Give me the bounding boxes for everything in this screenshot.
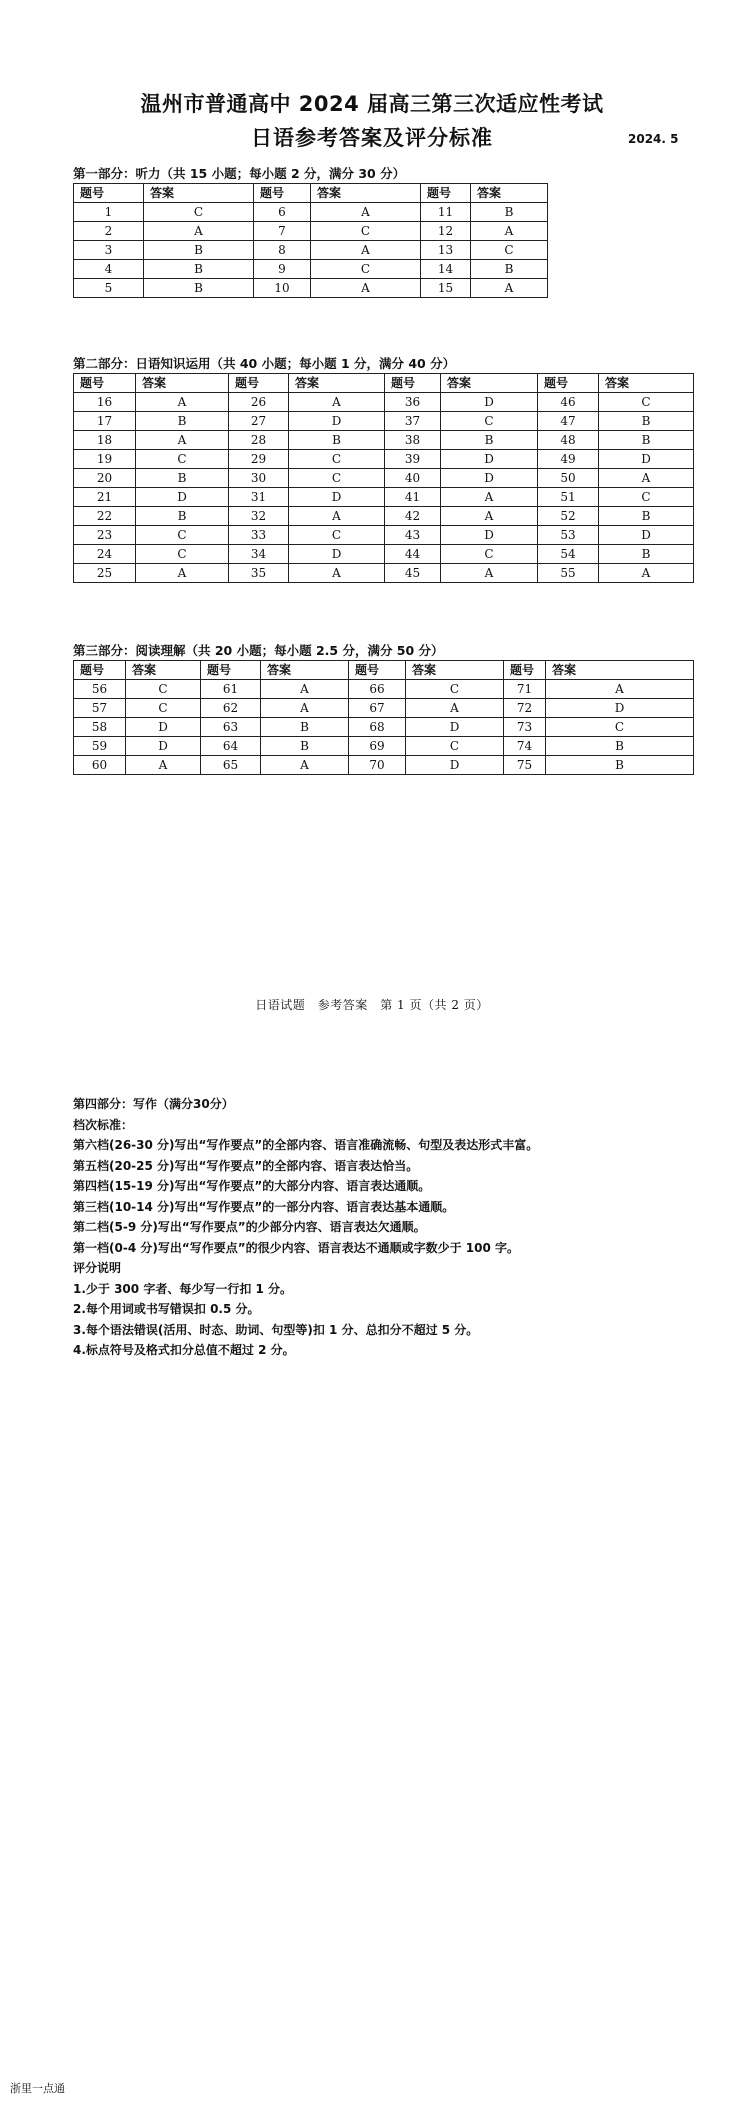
column-header: 题号 <box>349 661 406 680</box>
answer-cell: B <box>261 737 349 756</box>
column-header: 答案 <box>546 661 694 680</box>
answer-cell: C <box>441 412 538 431</box>
question-number-cell: 71 <box>504 680 546 699</box>
answer-cell: D <box>289 412 385 431</box>
level-line: 第六档(26-30 分)写出“写作要点”的全部内容、语言准确流畅、句型及表达形式丰富。 <box>73 1138 539 1152</box>
table-row <box>74 680 694 699</box>
question-number-cell: 43 <box>385 526 441 545</box>
question-number-cell: 52 <box>538 507 599 526</box>
question-number-cell: 14 <box>421 260 471 279</box>
question-number-cell: 22 <box>74 507 136 526</box>
question-number-cell: 62 <box>201 699 261 718</box>
column-header: 题号 <box>74 661 126 680</box>
question-number-cell: 26 <box>229 393 289 412</box>
question-number-cell: 42 <box>385 507 441 526</box>
answer-cell: A <box>406 699 504 718</box>
answer-cell: A <box>289 393 385 412</box>
column-header: 题号 <box>538 374 599 393</box>
answer-cell: B <box>136 469 229 488</box>
answer-cell: B <box>136 412 229 431</box>
part3-answer-table <box>73 660 694 775</box>
part1-answer-table <box>73 183 548 298</box>
table-row <box>74 393 694 412</box>
document-subtitle: 日语参考答案及评分标准 <box>251 126 493 150</box>
question-number-cell: 10 <box>254 279 311 298</box>
answer-cell: C <box>289 526 385 545</box>
question-number-cell: 57 <box>74 699 126 718</box>
answer-cell: A <box>261 756 349 775</box>
table-row <box>74 507 694 526</box>
answer-cell: C <box>406 737 504 756</box>
answer-cell: D <box>126 718 201 737</box>
question-number-cell: 5 <box>74 279 144 298</box>
table-row <box>74 545 694 564</box>
part2-heading: 第二部分：日语知识运用（共 40 小题；每小题 1 分，满分 40 分） <box>73 356 456 371</box>
question-number-cell: 36 <box>385 393 441 412</box>
answer-cell: B <box>546 756 694 775</box>
question-number-cell: 2 <box>74 222 144 241</box>
part2-answer-table <box>73 373 694 583</box>
question-number-cell: 69 <box>349 737 406 756</box>
answer-cell: B <box>599 412 694 431</box>
question-number-cell: 16 <box>74 393 136 412</box>
answer-cell: C <box>126 680 201 699</box>
answer-cell: D <box>441 393 538 412</box>
column-header: 答案 <box>144 184 254 203</box>
answer-cell: A <box>546 680 694 699</box>
column-header: 题号 <box>254 184 311 203</box>
question-number-cell: 20 <box>74 469 136 488</box>
table-row <box>74 412 694 431</box>
question-number-cell: 19 <box>74 450 136 469</box>
question-number-cell: 60 <box>74 756 126 775</box>
note-line: 3.每个语法错误(活用、时态、助词、句型等)扣 1 分、总扣分不超过 5 分。 <box>73 1322 479 1337</box>
question-number-cell: 27 <box>229 412 289 431</box>
note-line: 4.标点符号及格式扣分总值不超过 2 分。 <box>73 1343 295 1357</box>
answer-cell: B <box>144 279 254 298</box>
answer-cell: C <box>406 680 504 699</box>
question-number-cell: 63 <box>201 718 261 737</box>
answer-cell: A <box>144 222 254 241</box>
part1-heading: 第一部分：听力（共 15 小题；每小题 2 分，满分 30 分） <box>73 166 406 181</box>
question-number-cell: 72 <box>504 699 546 718</box>
column-header: 答案 <box>441 374 538 393</box>
level-line: 第一档(0-4 分)写出“写作要点”的很少内容、语言表达不通顺或字数少于 100 字。 <box>73 1240 520 1255</box>
answer-cell: D <box>136 488 229 507</box>
notes-title: 评分说明 <box>73 1261 122 1275</box>
question-number-cell: 33 <box>229 526 289 545</box>
answer-cell: A <box>126 756 201 775</box>
answer-cell: C <box>289 450 385 469</box>
column-header: 题号 <box>229 374 289 393</box>
answer-cell: A <box>261 680 349 699</box>
question-number-cell: 70 <box>349 756 406 775</box>
question-number-cell: 45 <box>385 564 441 583</box>
column-header: 答案 <box>126 661 201 680</box>
page-footer: 日语试题 参考答案 第 1 页（共 2 页） <box>255 998 489 1012</box>
question-number-cell: 3 <box>74 241 144 260</box>
table-row <box>74 526 694 545</box>
answer-cell: A <box>471 279 548 298</box>
watermark-text: 浙里一点通 <box>10 2082 65 2095</box>
answer-cell: C <box>289 469 385 488</box>
question-number-cell: 61 <box>201 680 261 699</box>
question-number-cell: 75 <box>504 756 546 775</box>
question-number-cell: 37 <box>385 412 441 431</box>
question-number-cell: 54 <box>538 545 599 564</box>
answer-cell: A <box>311 279 421 298</box>
note-line: 1.少于 300 字者、每少写一行扣 1 分。 <box>73 1281 293 1296</box>
question-number-cell: 38 <box>385 431 441 450</box>
table-row <box>74 222 548 241</box>
question-number-cell: 12 <box>421 222 471 241</box>
question-number-cell: 68 <box>349 718 406 737</box>
answer-cell: C <box>136 450 229 469</box>
answer-cell: A <box>441 507 538 526</box>
answer-cell: B <box>261 718 349 737</box>
table-row <box>74 488 694 507</box>
table-header-row <box>74 374 694 393</box>
part3-heading: 第三部分：阅读理解（共 20 小题；每小题 2.5 分，满分 50 分） <box>73 643 444 658</box>
question-number-cell: 23 <box>74 526 136 545</box>
table-row <box>74 699 694 718</box>
answer-cell: D <box>441 469 538 488</box>
answer-cell: A <box>289 564 385 583</box>
table-row <box>74 431 694 450</box>
answer-cell: A <box>261 699 349 718</box>
column-header: 答案 <box>289 374 385 393</box>
answer-cell: A <box>311 241 421 260</box>
column-header: 答案 <box>261 661 349 680</box>
answer-cell: B <box>144 260 254 279</box>
question-number-cell: 50 <box>538 469 599 488</box>
column-header: 题号 <box>421 184 471 203</box>
question-number-cell: 53 <box>538 526 599 545</box>
answer-cell: B <box>546 737 694 756</box>
question-number-cell: 28 <box>229 431 289 450</box>
table-row <box>74 718 694 737</box>
question-number-cell: 65 <box>201 756 261 775</box>
table-header-row <box>74 661 694 680</box>
answer-cell: D <box>599 526 694 545</box>
answer-cell: A <box>289 507 385 526</box>
answer-cell: C <box>441 545 538 564</box>
question-number-cell: 32 <box>229 507 289 526</box>
column-header: 答案 <box>406 661 504 680</box>
level-line: 第四档(15-19 分)写出“写作要点”的大部分内容、语言表达通顺。 <box>73 1179 431 1193</box>
table-row <box>74 241 548 260</box>
question-number-cell: 74 <box>504 737 546 756</box>
answer-cell: A <box>441 488 538 507</box>
answer-cell: B <box>599 545 694 564</box>
question-number-cell: 40 <box>385 469 441 488</box>
answer-cell: C <box>311 222 421 241</box>
question-number-cell: 7 <box>254 222 311 241</box>
table-row <box>74 756 694 775</box>
column-header: 题号 <box>504 661 546 680</box>
answer-cell: D <box>406 756 504 775</box>
column-header: 答案 <box>311 184 421 203</box>
question-number-cell: 13 <box>421 241 471 260</box>
answer-cell: D <box>441 450 538 469</box>
answer-cell: C <box>144 203 254 222</box>
question-number-cell: 51 <box>538 488 599 507</box>
question-number-cell: 31 <box>229 488 289 507</box>
column-header: 题号 <box>201 661 261 680</box>
answer-cell: B <box>289 431 385 450</box>
answer-cell: C <box>136 526 229 545</box>
answer-cell: C <box>471 241 548 260</box>
question-number-cell: 11 <box>421 203 471 222</box>
answer-cell: C <box>126 699 201 718</box>
question-number-cell: 58 <box>74 718 126 737</box>
question-number-cell: 6 <box>254 203 311 222</box>
answer-cell: B <box>599 431 694 450</box>
level-line: 第二档(5-9 分)写出“写作要点”的少部分内容、语言表达欠通顺。 <box>73 1220 426 1234</box>
answer-cell: D <box>289 488 385 507</box>
question-number-cell: 4 <box>74 260 144 279</box>
answer-cell: C <box>599 393 694 412</box>
answer-cell: D <box>546 699 694 718</box>
answer-cell: D <box>599 450 694 469</box>
note-line: 2.每个用词或书写错误扣 0.5 分。 <box>73 1302 260 1316</box>
question-number-cell: 34 <box>229 545 289 564</box>
table-row <box>74 450 694 469</box>
question-number-cell: 44 <box>385 545 441 564</box>
answer-cell: A <box>441 564 538 583</box>
question-number-cell: 64 <box>201 737 261 756</box>
answer-cell: C <box>311 260 421 279</box>
level-line: 第三档(10-14 分)写出“写作要点”的一部分内容、语言表达基本通顺。 <box>73 1199 455 1214</box>
answer-cell: A <box>311 203 421 222</box>
question-number-cell: 35 <box>229 564 289 583</box>
question-number-cell: 67 <box>349 699 406 718</box>
table-row <box>74 260 548 279</box>
question-number-cell: 9 <box>254 260 311 279</box>
answer-cell: B <box>144 241 254 260</box>
question-number-cell: 49 <box>538 450 599 469</box>
answer-cell: C <box>546 718 694 737</box>
question-number-cell: 18 <box>74 431 136 450</box>
answer-cell: B <box>471 203 548 222</box>
question-number-cell: 1 <box>74 203 144 222</box>
question-number-cell: 24 <box>74 545 136 564</box>
question-number-cell: 66 <box>349 680 406 699</box>
answer-cell: B <box>599 507 694 526</box>
answer-cell: D <box>406 718 504 737</box>
question-number-cell: 55 <box>538 564 599 583</box>
answer-cell: C <box>599 488 694 507</box>
column-header: 题号 <box>74 184 144 203</box>
answer-cell: B <box>471 260 548 279</box>
table-row <box>74 279 548 298</box>
table-header-row <box>74 184 548 203</box>
level-line: 第五档(20-25 分)写出“写作要点”的全部内容、语言表达恰当。 <box>73 1158 419 1173</box>
answer-cell: C <box>136 545 229 564</box>
column-header: 答案 <box>136 374 229 393</box>
table-row <box>74 203 548 222</box>
question-number-cell: 41 <box>385 488 441 507</box>
question-number-cell: 8 <box>254 241 311 260</box>
question-number-cell: 56 <box>74 680 126 699</box>
answer-cell: A <box>599 469 694 488</box>
levels-title: 档次标准： <box>73 1117 134 1132</box>
question-number-cell: 17 <box>74 412 136 431</box>
answer-cell: D <box>289 545 385 564</box>
column-header: 答案 <box>471 184 548 203</box>
answer-cell: A <box>136 431 229 450</box>
answer-cell: A <box>471 222 548 241</box>
part4-heading: 第四部分：写作（满分30分） <box>73 1097 234 1111</box>
table-row <box>74 737 694 756</box>
answer-cell: A <box>136 393 229 412</box>
question-number-cell: 29 <box>229 450 289 469</box>
answer-cell: D <box>441 526 538 545</box>
answer-cell: B <box>136 507 229 526</box>
question-number-cell: 39 <box>385 450 441 469</box>
table-row <box>74 469 694 488</box>
answer-cell: B <box>441 431 538 450</box>
exam-date: 2024. 5 <box>628 132 679 146</box>
answer-cell: D <box>126 737 201 756</box>
column-header: 题号 <box>74 374 136 393</box>
document-title: 温州市普通高中 2024 届高三第三次适应性考试 <box>140 92 604 116</box>
question-number-cell: 46 <box>538 393 599 412</box>
question-number-cell: 30 <box>229 469 289 488</box>
question-number-cell: 47 <box>538 412 599 431</box>
question-number-cell: 25 <box>74 564 136 583</box>
column-header: 答案 <box>599 374 694 393</box>
question-number-cell: 59 <box>74 737 126 756</box>
table-row <box>74 564 694 583</box>
question-number-cell: 21 <box>74 488 136 507</box>
question-number-cell: 15 <box>421 279 471 298</box>
column-header: 题号 <box>385 374 441 393</box>
answer-cell: A <box>136 564 229 583</box>
part4-writing-section <box>73 1094 673 1361</box>
question-number-cell: 48 <box>538 431 599 450</box>
question-number-cell: 73 <box>504 718 546 737</box>
answer-cell: A <box>599 564 694 583</box>
